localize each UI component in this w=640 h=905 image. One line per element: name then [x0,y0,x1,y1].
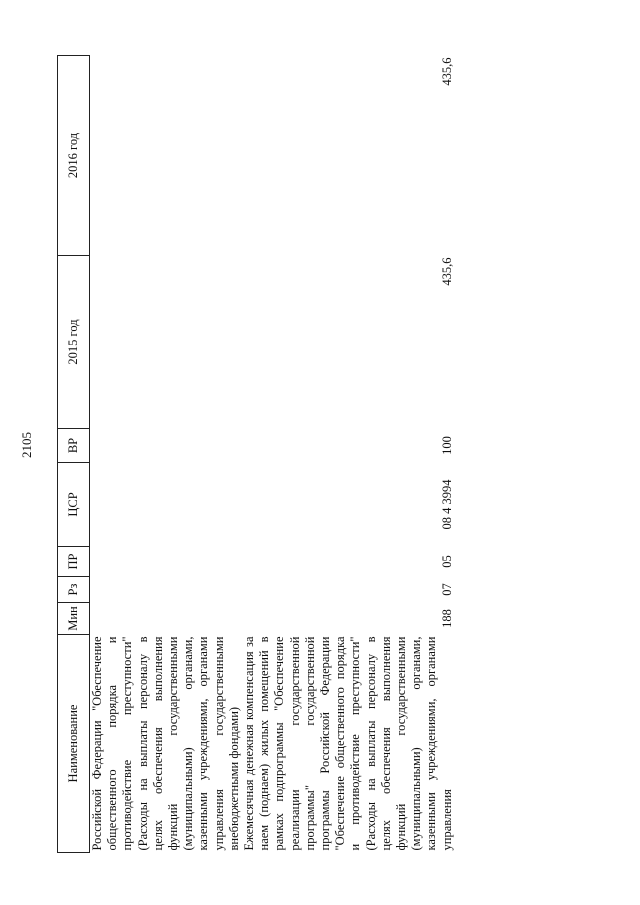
header-csr: ЦСР [58,463,90,547]
row-csr [90,463,243,547]
row-2015 [90,256,243,429]
row-min [90,603,243,635]
row-2016: 435,6 [439,57,454,86]
header-pr: ПР [58,547,90,577]
row-name-text: Ежемесячная денежная компенсация за наем (поднаем) жилых помещений в рамках подпрограммы "Обеспечение реализации государственной программы" государственной программы Российской Федерации "Обеспечение общественного порядка и противодействие преступности" (Расходы на выплаты персоналу в целях обеспечения выполнения функций государственными (муниципальными) органами, казенными учреждениями, органами управления [242,636,454,851]
row-min: 188 [439,609,454,628]
row-name-cell [90,635,243,853]
header-2015: 2015 год [58,256,90,429]
row-2015: 435,6 [439,257,454,286]
table-header-row [58,56,90,853]
page-number: 2105 [19,432,34,458]
row-rz: 07 [439,583,454,596]
row-csr: 08 4 3994 [439,479,454,530]
row-pr: 05 [439,555,454,568]
row-vr [90,429,243,463]
header-name: Наименование [58,635,90,853]
row-2016 [90,56,243,256]
table-row [90,56,243,853]
table-row [242,56,455,853]
row-pr [90,547,243,577]
header-min: Мин [58,603,90,635]
header-rz: Рз [58,577,90,603]
row-vr: 100 [439,436,454,455]
header-vr: ВР [58,429,90,463]
header-2016: 2016 год [58,56,90,256]
row-name-text: Российской Федерации "Обеспечение общественного порядка и противодействие преступности" (Расходы на выплаты персоналу в целях обеспечения выполнения функций государственными (муниципальными) органами, казенными учреждениями, органами управления государственными внебюджетными фондами) [90,636,241,851]
budget-table [57,55,455,853]
row-name-cell [242,635,455,853]
row-rz [90,577,243,603]
